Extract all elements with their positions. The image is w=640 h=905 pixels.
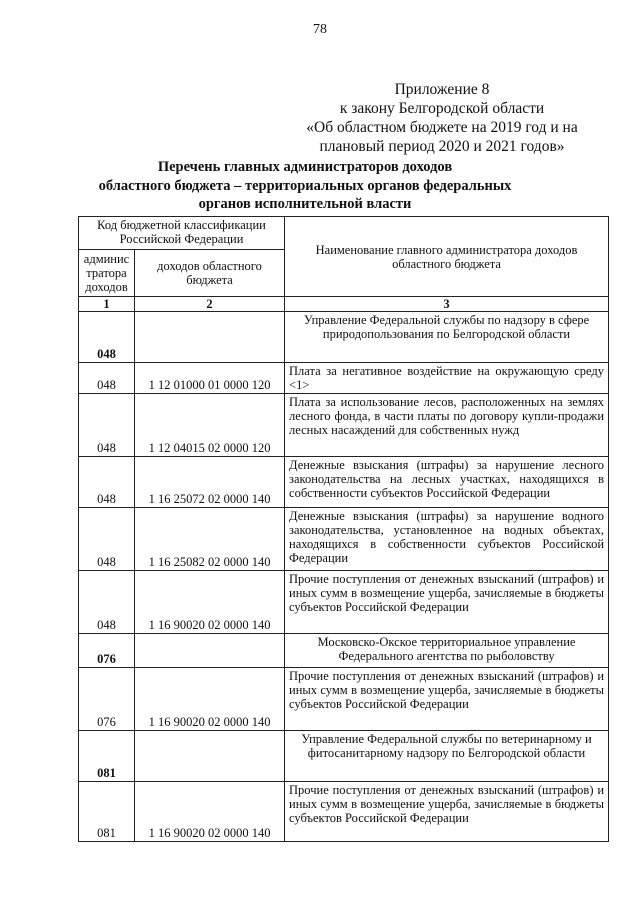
appendix-block [292, 80, 592, 156]
document-title [80, 158, 530, 214]
header-administrator-code: админис тратора доходов [79, 250, 135, 297]
column-number: 1 [79, 297, 135, 312]
income-name-cell: Прочие поступления от денежных взысканий (штрафов) и иных сумм в возмещение ущерба, зачисляемые в бюджеты субъектов Российской Федерации [285, 571, 609, 634]
column-number: 3 [285, 297, 609, 312]
table-row [79, 394, 609, 457]
income-code-cell: 1 12 04015 02 0000 120 [135, 394, 285, 457]
title-line: Перечень главных администраторов доходов [157, 159, 453, 175]
column-number: 2 [135, 297, 285, 312]
administrator-code-cell: 048 [79, 571, 135, 634]
income-code-cell: 1 16 25082 02 0000 140 [135, 508, 285, 571]
administrator-heading-cell: Управление Федеральной службы по ветеринарному и фитосанитарному надзору по Белгородской области [285, 731, 609, 782]
table-section-row [79, 731, 609, 782]
income-code-cell: 1 16 90020 02 0000 140 [135, 782, 285, 842]
income-code-cell [135, 731, 285, 782]
title-line: органов исполнительной власти [198, 196, 412, 212]
income-code-cell: 1 16 90020 02 0000 140 [135, 668, 285, 731]
table-body [79, 312, 609, 842]
administrator-code-cell: 076 [79, 634, 135, 668]
administrator-code-cell: 081 [79, 731, 135, 782]
administrator-code-cell: 048 [79, 363, 135, 394]
column-number-row [79, 297, 609, 312]
header-income-code: доходов областного бюджета [135, 250, 285, 297]
administrators-table [78, 216, 609, 842]
table-section-row [79, 312, 609, 363]
table-section-row [79, 634, 609, 668]
income-name-cell: Плата за использование лесов, расположенных на землях лесного фонда, в части платы по договору купли-продажи лесных насаждений для собственных нужд [285, 394, 609, 457]
table-row [79, 668, 609, 731]
table-row [79, 782, 609, 842]
appendix-line: к закону Белгородской области [339, 100, 545, 117]
administrator-code-cell: 076 [79, 668, 135, 731]
title-line: областного бюджета – территориальных органов федеральных [98, 177, 512, 194]
appendix-line: Приложение 8 [394, 81, 490, 98]
appendix-line: «Об областном бюджете на 2019 год и на [306, 119, 578, 136]
administrator-code-cell: 048 [79, 508, 135, 571]
administrator-code-cell: 048 [79, 394, 135, 457]
income-code-cell [135, 634, 285, 668]
table-row [79, 508, 609, 571]
administrator-heading-cell: Управление Федеральной службы по надзору в сфере природопользования по Белгородской области [285, 312, 609, 363]
income-code-cell [135, 312, 285, 363]
administrator-code-cell: 048 [79, 457, 135, 508]
income-code-cell: 1 16 90020 02 0000 140 [135, 571, 285, 634]
administrator-code-cell: 081 [79, 782, 135, 842]
administrator-heading-cell: Московско-Окское территориальное управление Федерального агентства по рыболовству [285, 634, 609, 668]
income-name-cell: Прочие поступления от денежных взысканий (штрафов) и иных сумм в возмещение ущерба, зачисляемые в бюджеты субъектов Российской Федерации [285, 782, 609, 842]
income-name-cell: Прочие поступления от денежных взысканий (штрафов) и иных сумм в возмещение ущерба, зачисляемые в бюджеты субъектов Российской Федерации [285, 668, 609, 731]
income-name-cell: Плата за негативное воздействие на окружающую среду <1> [285, 363, 609, 394]
income-code-cell: 1 16 25072 02 0000 140 [135, 457, 285, 508]
income-name-cell: Денежные взыскания (штрафы) за нарушение водного законодательства, установленное на водных объектах, находящихся в собственности субъектов Российской Федерации [285, 508, 609, 571]
income-name-cell: Денежные взыскания (штрафы) за нарушение лесного законодательства на лесных участках, находящихся в собственности субъектов Российской Федерации [285, 457, 609, 508]
header-administrator-name: Наименование главного администратора доходов областного бюджета [285, 217, 609, 297]
page-number: 78 [313, 22, 327, 37]
appendix-line: плановый период 2020 и 2021 годов» [319, 138, 565, 155]
header-budget-classification-code: Код бюджетной классификации Российской Федерации [79, 217, 285, 250]
income-code-cell: 1 12 01000 01 0000 120 [135, 363, 285, 394]
table-row [79, 457, 609, 508]
table-row [79, 571, 609, 634]
table-row [79, 363, 609, 394]
administrator-code-cell: 048 [79, 312, 135, 363]
